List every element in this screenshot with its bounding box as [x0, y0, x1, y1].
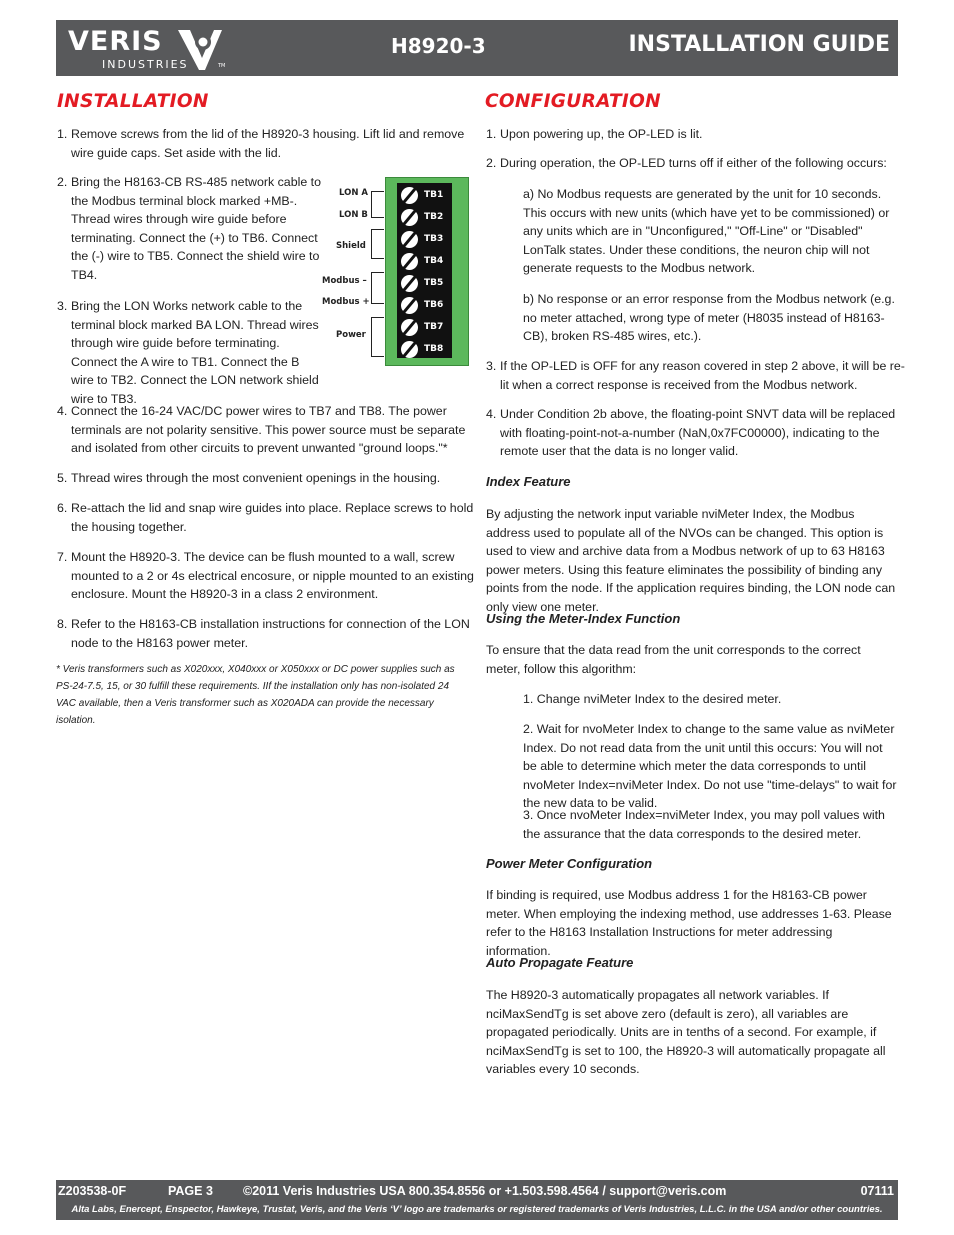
power-meter-config-heading: Power Meter Configuration: [486, 856, 653, 871]
config-step-1: 1. Upon powering up, the OP-LED is lit.: [486, 127, 703, 141]
shield-bracket: [371, 229, 384, 259]
install-step-6: 6. Re-attach the lid and snap wire guides into place. Replace screws to hold the housing together.: [57, 501, 474, 534]
wire-label-power: Power: [336, 330, 366, 340]
veris-logo: [68, 26, 248, 72]
wire-label-lon-b: LON B: [339, 210, 368, 220]
screw-icon: [401, 209, 418, 226]
power-bracket: [371, 317, 384, 357]
terminal-block-diagram: [320, 172, 470, 368]
config-step-2: 2. During operation, the OP-LED turns off if either of the following occurs:: [486, 156, 887, 170]
screw-icon: [401, 275, 418, 292]
install-step-2: 2. Bring the H8163-CB RS-485 network cable to the Modbus terminal block marked +MB-. Thread wires through wire guide before terminating. Connect the (+) to TB6. Connect the (-) wire to TB5. Connect the shield wire to TB4.: [57, 175, 322, 282]
logo-word: VERIS: [68, 26, 163, 57]
meter-index-heading: Using the Meter-Index Function: [486, 611, 681, 626]
terminal-tb1: TB1: [424, 190, 444, 200]
screw-icon: [401, 297, 418, 314]
auto-propagate-text: The H8920-3 automatically propagates all network variables. If nciMaxSendTg is set above zero (default is zero), all variables are propagated periodically. Units are in tenths of a second. For example, if nciMaxSendTg is set to 100, the H8920-3 will automatically propagate all variables every 10 seconds.: [486, 988, 886, 1077]
logo-tm: TM: [218, 63, 226, 69]
config-step-2b: b) No response or an error response from the Modbus network (e.g. no meter attached, wrong type of meter (H8035 instead of H8163-CB), broken RS-485 wires, etc.).: [523, 292, 895, 344]
page-number: PAGE 3: [168, 1184, 213, 1198]
install-step-1: 1. Remove screws from the lid of the H8920-3 housing. Lift lid and remove wire guide caps. Set aside with the lid.: [57, 127, 465, 160]
logo-sub: INDUSTRIES: [102, 58, 189, 71]
terminal-tb4: TB4: [424, 256, 444, 266]
install-step-5: 5. Thread wires through the most convenient openings in the housing.: [57, 471, 441, 485]
lon-bracket: [371, 191, 384, 218]
terminal-tb3: TB3: [424, 234, 444, 244]
install-step-3: 3. Bring the LON Works network cable to the terminal block marked BA LON. Thread wires through wire guide before terminating. Connect the A wire to TB1. Connect the B wire to TB2. Connect the LON network shield wire to TB3.: [57, 299, 319, 406]
installation-heading: INSTALLATION: [57, 91, 209, 112]
footer-bar: [56, 1180, 898, 1220]
algorithm-step-1: 1. Change nviMeter Index to the desired meter.: [523, 692, 782, 706]
wire-label-modbus-plus: Modbus +: [322, 297, 370, 307]
index-feature-text: By adjusting the network input variable nviMeter Index, the Modbus address used to populate all of the NVOs can be changed. This option is used to view and archive data from a Modbus network of up to 63 H8163 power meters. Using this feature eliminates the possibility of binding any points from the node. If the application requires binding, the LON node can only view one meter.: [486, 507, 896, 614]
modbus-bracket: [371, 272, 384, 304]
configuration-heading: CONFIGURATION: [485, 91, 661, 112]
model-number: H8920-3: [391, 34, 486, 58]
terminal-block: [385, 177, 469, 366]
algorithm-step-3: 3. Once nvoMeter Index=nviMeter Index, you may poll values with the assurance that the data corresponds to the desired meter.: [523, 808, 885, 841]
terminal-tb6: TB6: [424, 300, 444, 310]
config-step-3: 3. If the OP-LED is OFF for any reason covered in step 2 above, it will be re-lit when a correct response is received from the Modbus network.: [486, 359, 905, 392]
wire-label-modbus-minus: Modbus –: [322, 276, 367, 286]
screw-icon: [401, 253, 418, 270]
config-step-2a: a) No Modbus requests are generated by the unit for 10 seconds. This occurs with new units (which have yet to be commissioned) or any units which are in "Unconfigured," "Off-Line" or "Disabled" LonTalk states. Under these conditions, the neuron chip will not generate requests to the Modbus network.: [523, 187, 890, 276]
auto-propagate-heading: Auto Propagate Feature: [486, 955, 634, 970]
wire-label-lon-a: LON A: [339, 188, 368, 198]
install-step-4: 4. Connect the 16-24 VAC/DC power wires to TB7 and TB8. The power terminals are not polarity sensitive. This power source must be separate and isolated from other circuits to prevent unwanted "ground loops."*: [57, 404, 466, 456]
screw-icon: [401, 319, 418, 336]
trademark-notice: Alta Labs, Enercept, Enspector, Hawkeye, Trustat, Veris, and the Veris ‘V’ logo are trademarks or registered trademarks of Veris Industries, L.L.C. in the USA and/or other countries.: [71, 1204, 883, 1215]
transformer-footnote: * Veris transformers such as X020xxx, X040xxx or X050xxx or DC power supplies such as PS-24-7.5, 15, or 30 fulfill these requirements. IIf the installation only has non-isolated 24 VAC available, then a Veris transformer such as X020ADA can provide the necessary isolation.: [56, 664, 455, 726]
screw-icon: [401, 231, 418, 248]
copyright-contact: ©2011 Veris Industries USA 800.354.8556 or +1.503.598.4564 / support@veris.com: [243, 1184, 727, 1198]
date-code: 07111: [860, 1184, 894, 1198]
meter-index-text: To ensure that the data read from the unit corresponds to the correct meter, follow this algorithm:: [486, 643, 861, 676]
terminal-tb2: TB2: [424, 212, 444, 222]
guide-title: INSTALLATION GUIDE: [628, 32, 890, 57]
terminal-strip: [397, 183, 452, 358]
config-step-4: 4. Under Condition 2b above, the floating-point SNVT data will be replaced with floating-point-not-a-number (NaN,0x7FC00000), indicating to the remote user that the data is no longer valid.: [486, 407, 896, 459]
wire-label-shield: Shield: [336, 241, 366, 251]
doc-id: Z203538-0F: [58, 1184, 127, 1198]
screw-icon: [401, 187, 418, 204]
install-step-8: 8. Refer to the H8163-CB installation instructions for connection of the LON node to the H8163 power meter.: [57, 617, 470, 650]
index-feature-heading: Index Feature: [486, 474, 571, 489]
screw-icon: [401, 341, 418, 358]
algorithm-step-2: 2. Wait for nvoMeter Index to change to the same value as nviMeter Index. Do not read data from the unit until this occurs: You will not be able to determine which meter the data corresponds to until nvoMeter Index=nviMeter Index. Do not use "time-delays" to wait for the new data to be valid.: [523, 722, 897, 811]
terminal-tb8: TB8: [424, 344, 444, 354]
header-bar: [56, 20, 898, 76]
terminal-tb5: TB5: [424, 278, 444, 288]
install-step-7: 7. Mount the H8920-3. The device can be flush mounted to a wall, screw mounted to a 2 or 4s electrical encosure, or nipple mounted to an existing enclosure. Mount the H8920-3 in a class 2 environment.: [57, 550, 474, 602]
power-meter-config-text: If binding is required, use Modbus address 1 for the H8163-CB power meter. When employing the indexing method, use addresses 1-63. Please refer to the H8163 Installation Instructions for meter addressing information.: [486, 888, 892, 958]
terminal-tb7: TB7: [424, 322, 444, 332]
